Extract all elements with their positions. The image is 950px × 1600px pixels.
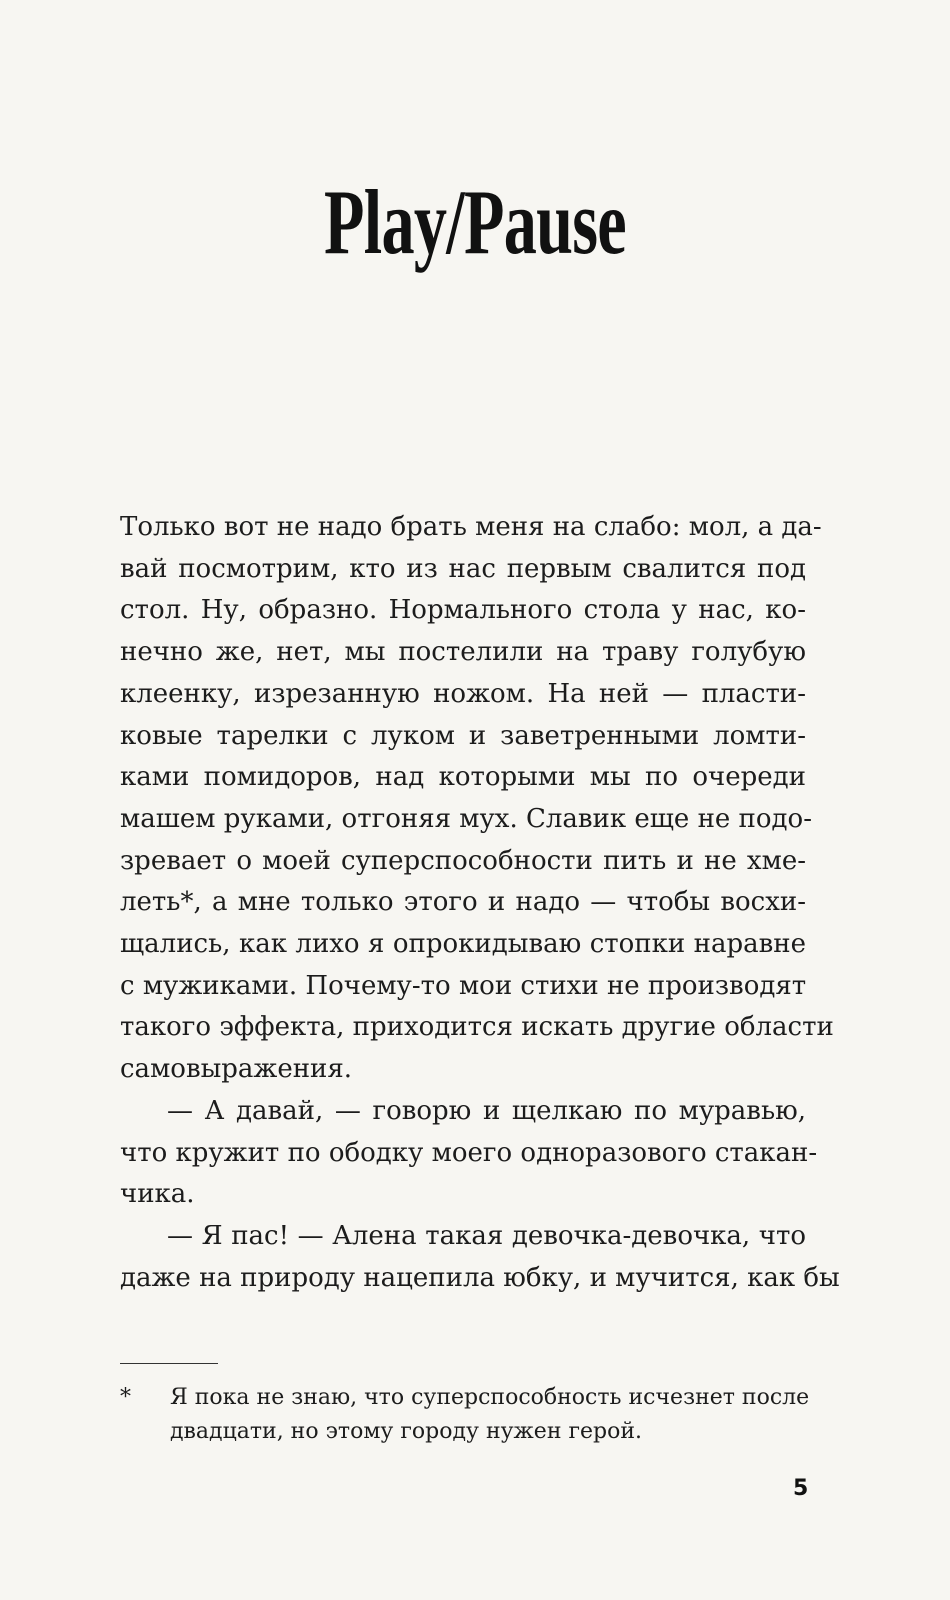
text-line: чика. [120, 1179, 195, 1210]
text-line: с мужиками. Почему-то мои стихи не производят [120, 970, 807, 1001]
text-line: — А давай, — говорю и щелкаю по муравью, [167, 1095, 806, 1126]
text-line: — Я пас! — Алена такая девочка-девочка, что [167, 1220, 806, 1251]
text-line: клеенку, изрезанную ножом. На ней — пласти- [120, 678, 806, 709]
text-line: вай посмотрим, кто из нас первым свалится под [120, 553, 806, 584]
text-line: самовыражения. [120, 1054, 353, 1085]
text-line: щались, как лихо я опрокидываю стопки наравне [120, 929, 806, 960]
page-number: 5 [793, 1476, 809, 1501]
text-line: Только вот не надо брать меня на слабо: мол, а да- [120, 512, 822, 542]
text-line: такого эффекта, приходится искать другие области [120, 1012, 834, 1043]
text-line: стол. Ну, образно. Нормального стола у нас, ко- [120, 595, 806, 626]
text-line: нечно же, нет, мы постелили на траву голубую [120, 637, 806, 668]
paragraph-2 [120, 1091, 818, 1216]
footnote-line: Я пока не знаю, что суперспособность исчезнет после [170, 1385, 810, 1410]
text-line: ками помидоров, над которыми мы по очереди [120, 762, 806, 793]
text-line: ковые тарелки с луком и заветренными ломти- [120, 720, 806, 751]
footnote [120, 1381, 810, 1449]
footnote-line: двадцати, но этому городу нужен герой. [170, 1419, 643, 1444]
body-text [120, 507, 840, 1299]
text-line: что кружит по ободку моего одноразового стакан- [120, 1137, 818, 1168]
footnote-text [170, 1381, 810, 1449]
text-line: зревает о моей суперспособности пить и не хме- [120, 845, 806, 876]
text-line: даже на природу нацепила юбку, и мучится, как бы [120, 1262, 840, 1293]
footnote-marker: * [120, 1385, 131, 1410]
text-line: леть*, а мне только этого и надо — чтобы восхи- [120, 887, 806, 918]
chapter-title: Play/Pause [324, 171, 626, 273]
paragraph-1 [120, 507, 834, 1091]
footnote-divider [120, 1363, 218, 1364]
text-line: машем руками, отгоняя мух. Славик еще не подо- [120, 803, 812, 834]
paragraph-3 [120, 1216, 840, 1299]
